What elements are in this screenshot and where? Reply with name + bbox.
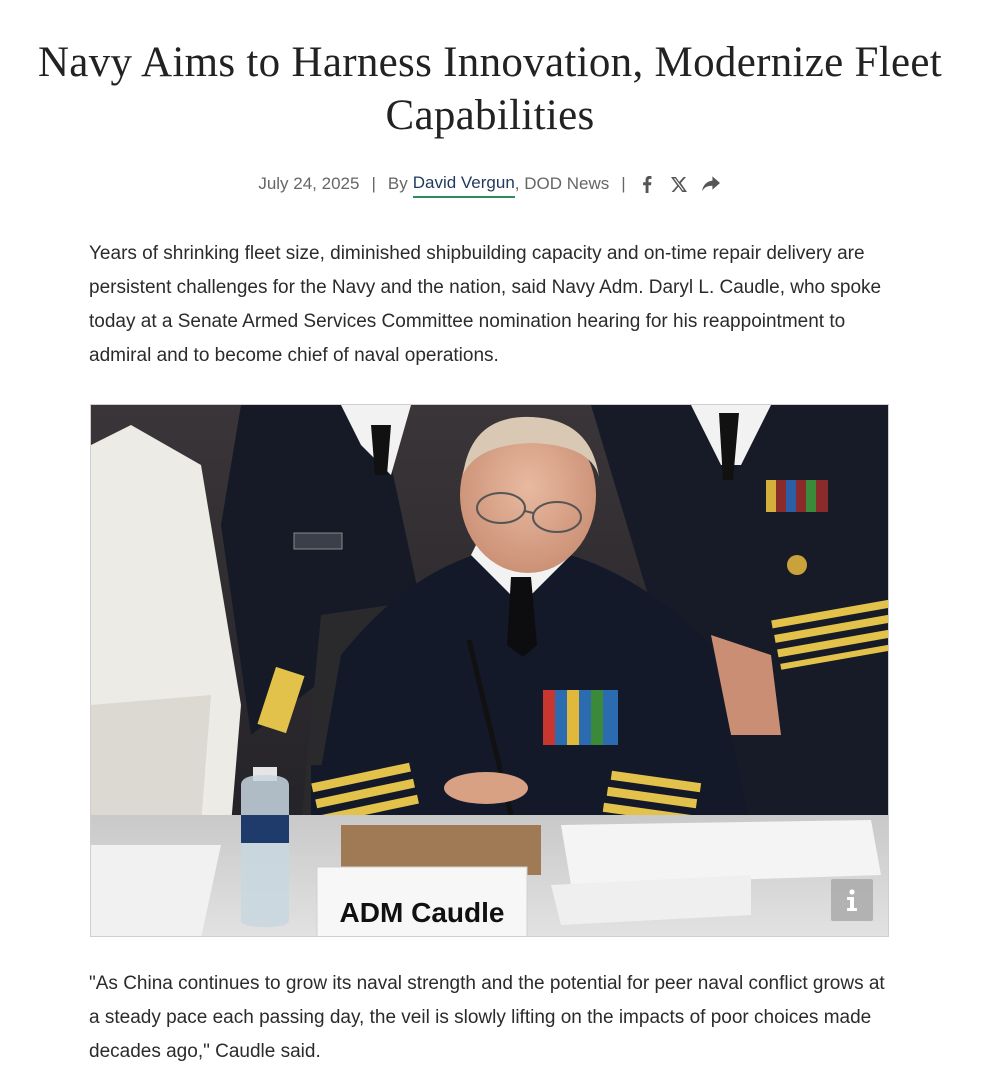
meta-separator-2: |	[621, 174, 626, 193]
article-title: Navy Aims to Harness Innovation, Modernize Fleet Capabilities	[37, 39, 943, 139]
x-twitter-icon[interactable]	[670, 175, 688, 193]
meta-separator: |	[371, 174, 376, 193]
share-arrow-icon[interactable]	[702, 175, 720, 193]
byline-label: By	[387, 174, 408, 193]
byline-org: , DOD News	[514, 174, 610, 193]
article-photo	[90, 404, 889, 937]
article-meta	[0, 170, 978, 198]
author-link[interactable]: David Vergun	[413, 170, 515, 198]
share-buttons	[638, 175, 720, 193]
info-icon[interactable]	[831, 879, 873, 921]
paragraph-intro: Years of shrinking fleet size, diminished shipbuilding capacity and on-time repair delivery are persistent challenges for the Navy and the nation, said Navy Adm. Daryl L. Caudle, who spoke today at a Senate Armed Services Committee nomination hearing for his reappointment to admiral and to become chief of naval operations.	[89, 243, 882, 366]
publish-date: July 24, 2025	[258, 174, 360, 193]
facebook-icon[interactable]	[638, 175, 656, 193]
nameplate-text: ADM Caudle	[339, 897, 505, 928]
paragraph-quote: "As China continues to grow its naval strength and the potential for peer naval conflict grows at a steady pace each passing day, the veil is slowly lifting on the impacts of poor choices made decades ago," Caudle said.	[89, 973, 885, 1062]
